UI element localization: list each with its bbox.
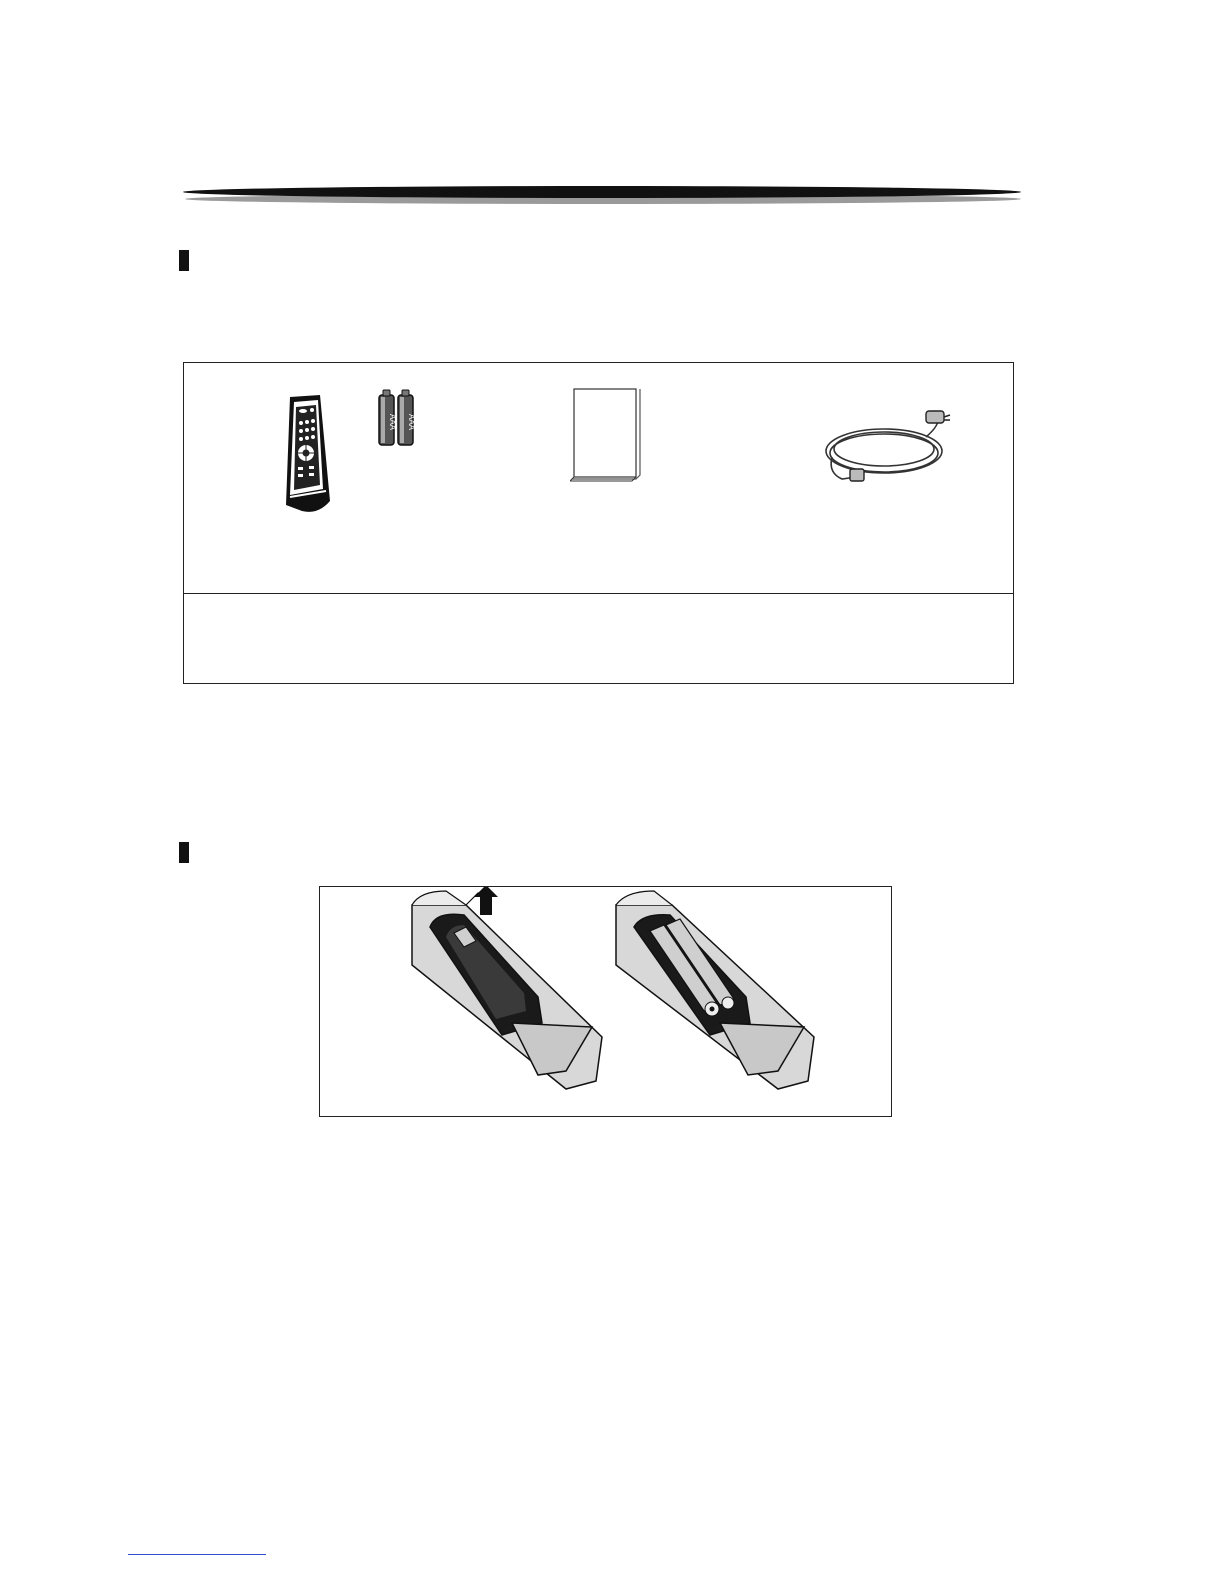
insert-batteries-icon (610, 886, 820, 1091)
accessory-box (183, 362, 1014, 684)
aaa-batteries-icon (376, 389, 418, 447)
title-bar-line (183, 186, 1021, 198)
battery-label: AAA (407, 413, 416, 431)
section-marker-accessories (179, 250, 189, 271)
accessory-note (204, 608, 993, 678)
power-cord-icon (822, 407, 952, 485)
battery-install-box (319, 886, 892, 1117)
user-manual-icon (570, 387, 644, 483)
section-marker-battery-install (179, 842, 189, 863)
title-bar (183, 186, 1023, 206)
footer-link-underline (128, 1554, 266, 1555)
battery-label: AAA (388, 413, 397, 431)
open-battery-cover-icon (406, 886, 606, 1091)
remote-control-icon (276, 393, 336, 515)
accessory-box-divider (184, 593, 1013, 594)
